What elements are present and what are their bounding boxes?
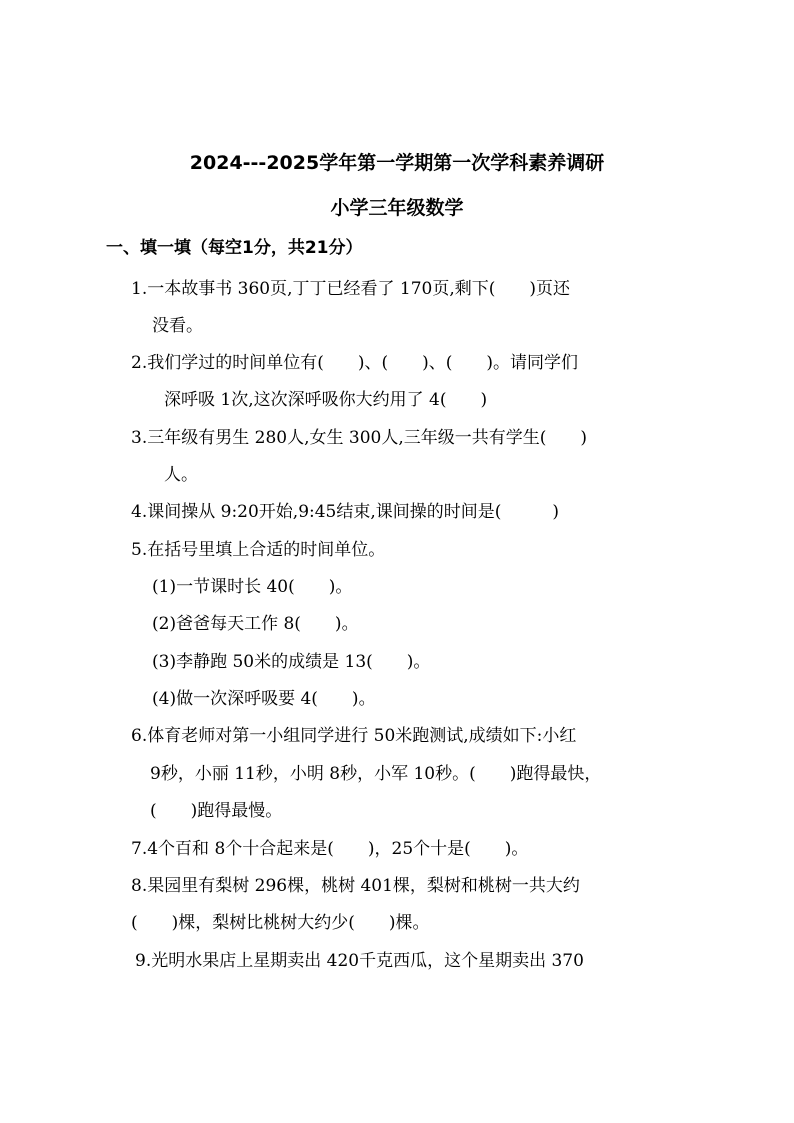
question-3-line-2: 人。 [164, 465, 198, 485]
question-5-sub-1: (1)一节课时长 40( )。 [152, 577, 353, 597]
question-3-line-1: 3.三年级有男生 280人,女生 300人,三年级一共有学生( ) [131, 428, 587, 448]
question-6-line-1: 6.体育老师对第一小组同学进行 50米跑测试,成绩如下:小红 [131, 726, 577, 746]
question-2-line-2: 深呼吸 1次,这次深呼吸你大约用了 4( ) [164, 390, 488, 410]
question-6-line-3: ( )跑得最慢。 [150, 801, 283, 821]
question-1-line-1: 1.一本故事书 360页,丁丁已经看了 170页,剩下( )页还 [131, 279, 570, 299]
question-5-line-1: 5.在括号里填上合适的时间单位。 [131, 540, 386, 560]
question-7-line-1: 7.4个百和 8个十合起来是( )，25个十是( )。 [131, 839, 529, 859]
exam-subtitle: 小学三年级数学 [330, 197, 464, 219]
question-5-sub-4: (4)做一次深呼吸要 4( )。 [152, 689, 376, 709]
question-6-line-2: 9秒，小丽 11秒，小明 8秒，小军 10秒。( )跑得最快， [150, 764, 602, 784]
question-2-line-1: 2.我们学过的时间单位有( )、( )、( )。请同学们 [131, 353, 579, 373]
section-heading: 一、填一填（每空1分，共21分） [106, 238, 363, 258]
question-9-line-1: 9.光明水果店上星期卖出 420千克西瓜，这个星期卖出 370 [135, 951, 584, 971]
question-5-sub-2: (2)爸爸每天工作 8( )。 [152, 614, 359, 634]
question-4-line-1: 4.课间操从 9:20开始,9:45结束,课间操的时间是( ) [131, 502, 560, 522]
question-5-sub-3: (3)李静跑 50米的成绩是 13( )。 [152, 652, 431, 672]
question-1-line-2: 没看。 [152, 316, 203, 336]
exam-title: 2024---2025学年第一学期第一次学科素养调研 [189, 152, 605, 174]
question-8-line-1: 8.果园里有梨树 296棵，桃树 401棵，梨树和桃树一共大约 [131, 876, 580, 896]
question-8-line-2: ( )棵，梨树比桃树大约少( )棵。 [131, 913, 430, 933]
